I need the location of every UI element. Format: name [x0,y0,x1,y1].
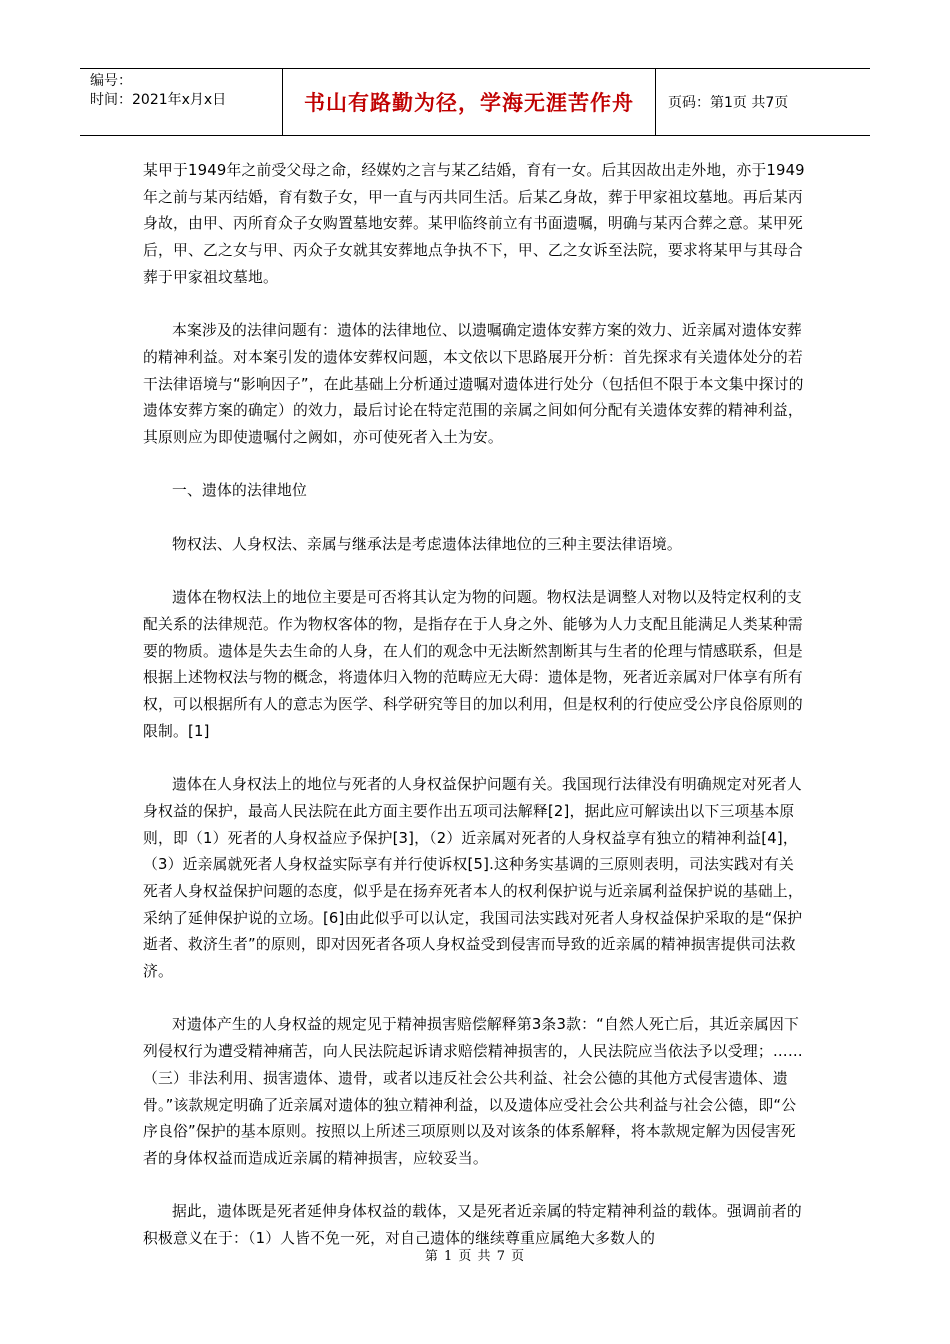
page-header [80,68,870,136]
document-date-label: 时间：2021年x月x日 [90,92,227,108]
paragraph-legal-contexts: 物权法、人身权法、亲属与继承法是考虑遗体法律地位的三种主要法律语境。 [172,535,682,553]
header-motto: 书山有路勤为径，学海无涯苦作舟 [283,69,656,135]
paragraph-interpretation: 对遗体产生的人身权益的规定见于精神损害赔偿解释第3条3款：“自然人死亡后，其近亲属因下列侵权行为遭受精神痛苦，向人民法院起诉请求赔偿精神损害的，人民法院应当依法予以受理；……（三）非法利用、损害遗体、遗骨，或者以违反社会公共利益、社会公德的其他方式侵害遗体、遗骨。”该款规定明确了近亲属对遗体的独立精神利益，以及遗体应受社会公共利益与社会公德，即“公序良俗”保护的基本原则。按照以上所述三项原则以及对该条的体系解释，将本款规定解为因侵害死者的身体权益而造成近亲属的精神损害，应较妥当。 [143,1016,803,1167]
paragraph-case-facts: 某甲于1949年之前受父母之命，经媒妁之言与某乙结婚，育有一女。后其因故出走外地，亦于1949年之前与某丙结婚，育有数子女，甲一直与丙共同生活。后某乙身故，葬于甲家祖坟墓地。再后某丙身故，由甲、丙所育众子女购置墓地安葬。某甲临终前立有书面遗嘱，明确与某丙合葬之意。某甲死后，甲、乙之女与甲、丙众子女就其安葬地点争执不下，甲、乙之女诉至法院，要求将某甲与其母合葬于甲家祖坟墓地。 [143,162,805,286]
paragraph-legal-issues: 本案涉及的法律问题有：遗体的法律地位、以遗嘱确定遗体安葬方案的效力、近亲属对遗体安葬的精神利益。对本案引发的遗体安葬权问题，本文依以下思路展开分析：首先探求有关遗体处分的若干法律语境与“影响因子”，在此基础上分析通过遗嘱对遗体进行处分（包括但不限于本文集中探讨的遗体安葬方案的确定）的效力，最后讨论在特定范围的亲属之间如何分配有关遗体安葬的精神利益，其原则应为即使遗嘱付之阙如，亦可使死者入土为安。 [143,322,804,447]
page-footer: 第 1 页 共 7 页 [424,1249,526,1264]
document-number-label: 编号： [90,73,132,89]
section-heading: 一、遗体的法律地位 [172,482,307,500]
paragraph-property-law: 遗体在物权法上的地位主要是可否将其认定为物的问题。物权法是调整人对物以及特定权利的支配关系的法律规范。作为物权客体的物，是指存在于人身之外、能够为人力支配且能满足人类某种需要的物质。遗体是失去生命的人身，在人们的观念中无法断然割断其与生者的伦理与情感联系，但是根据上述物权法与物的概念，将遗体归入物的范畴应无大碍：遗体是物，死者近亲属对尸体享有所有权，可以根据所有人的意志为医学、科学研究等目的加以利用，但是权利的行使应受公序良俗原则的限制。[1] [143,589,803,740]
paragraph-personal-rights-law: 遗体在人身权法上的地位与死者的人身权益保护问题有关。我国现行法律没有明确规定对死者人身权益的保护，最高人民法院在此方面主要作出五项司法解释[2]，据此应可解读出以下三项基本原则，即（1）死者的人身权益应予保护[3]，（2）近亲属对死者的人身权益享有独立的精神利益[4]，（3）近亲属就死者人身权益实际享有并行使诉权[5].这种务实基调的三原则表明，司法实践对有关死者人身权益保护问题的态度，似乎是在扬弃死者本人的权利保护说与近亲属利益保护说的基础上，采纳了延伸保护说的立场。[6]由此似乎可以认定，我国司法实践对死者人身权益保护采取的是“保护逝者、救济生者”的原则，即对因死者各项人身权益受到侵害而导致的近亲属的精神损害提供司法救济。 [143,776,803,981]
header-page-info: 页码：第1页 共7页 [668,95,789,111]
header-meta [80,69,283,135]
document-body [143,158,808,1279]
paragraph-conclusion: 据此，遗体既是死者延伸身体权益的载体，又是死者近亲属的特定精神利益的载体。强调前者的积极意义在于：（1）人皆不免一死，对自己遗体的继续尊重应属绝大多数人的 [143,1203,802,1248]
